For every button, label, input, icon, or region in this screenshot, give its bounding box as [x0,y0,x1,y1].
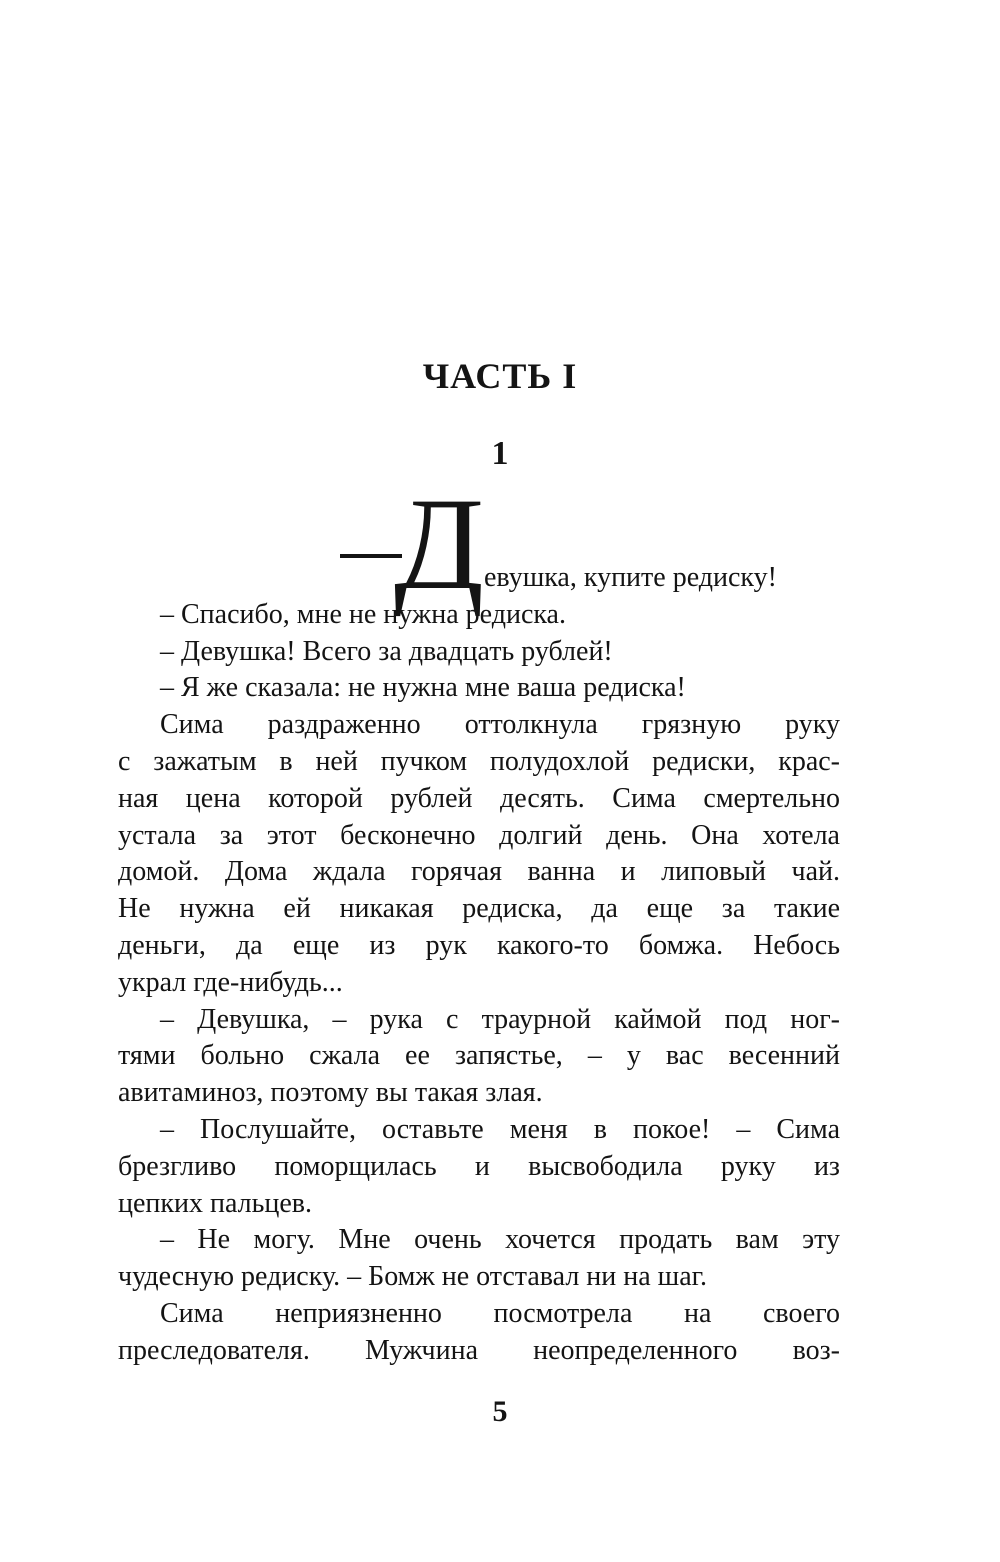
text-line: – Девушка! Всего за двадцать рублей! [160,635,613,667]
drop-cap-letter: Д [394,470,485,617]
text-line: – Спасибо, мне не нужна редиска. [160,598,566,630]
chapter-body [118,560,840,1370]
text-line: Не нужна ей никакая редиска, да еще за такие [118,893,840,925]
text-line: Сима раздраженно оттолкнула грязную руку [160,709,840,741]
page-number: 5 [492,1395,508,1428]
text-line: чудесную редиску. – Бомж не отставал ни на шаг. [118,1261,707,1293]
text-line: домой. Дома ждала горячая ванна и липовый чай. [118,856,840,888]
text-line: цепких пальцев. [118,1187,313,1219]
text-line: авитаминоз, поэтому вы такая злая. [118,1077,543,1109]
text-line: – Девушка, – рука с траурной каймой под ног- [160,1003,840,1035]
text-line: брезгливо поморщилась и высвободила руку из [118,1150,840,1182]
text-line: ная цена которой рублей десять. Сима смертельно [118,782,840,814]
drop-cap-dash [340,554,402,558]
text-line: деньги, да еще из рук какого-то бомжа. Небось [118,929,840,961]
part-title: ЧАСТЬ I [422,356,578,396]
text-line: с зажатым в ней пучком полудохлой редиски, крас- [118,745,840,777]
text-line: устала за этот бесконечно долгий день. Она хотела [118,819,840,851]
text-line: – Я же сказала: не нужна мне ваша редиска! [160,672,686,704]
text-line: – Не могу. Мне очень хочется продать вам эту [160,1224,840,1256]
text-line: – Послушайте, оставьте меня в покое! – Сима [160,1113,840,1145]
chapter-number: 1 [491,435,509,472]
text-line: евушка, купите редиску! [484,562,777,593]
text-line: тями больно сжала ее запястье, – у вас весенний [118,1040,840,1072]
text-line: украл где-нибудь... [118,966,343,998]
text-line: преследователя. Мужчина неопределенного воз- [118,1334,840,1366]
text-line: Сима неприязненно посмотрела на своего [160,1297,840,1329]
